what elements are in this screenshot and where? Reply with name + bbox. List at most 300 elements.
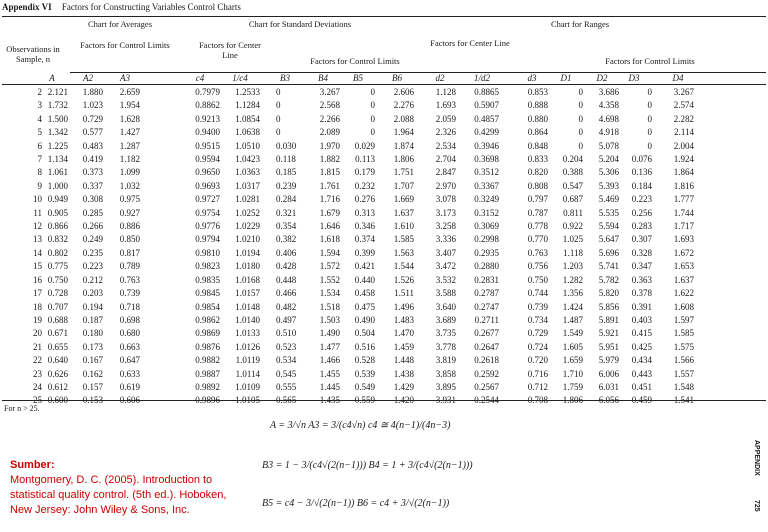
table-cell: 3.588 <box>435 288 456 299</box>
symbol-A: A <box>49 73 55 83</box>
table-cell: 1.534 <box>319 288 340 299</box>
table-cell: 1.0638 <box>235 127 260 138</box>
table-cell: 0 <box>276 100 281 111</box>
table-cell: 0.975 <box>119 194 140 205</box>
table-cell: 2.089 <box>319 127 340 138</box>
table-cell <box>75 394 103 407</box>
table-cell: 1.0157 <box>235 288 260 299</box>
table-cell: 0.212 <box>82 274 103 285</box>
table-cell: 0.9854 <box>195 301 220 312</box>
table-cell: 1.0180 <box>235 261 260 272</box>
table-cell: 1.622 <box>673 288 694 299</box>
table-cell: 1.099 <box>119 167 140 178</box>
table-cell: 1.0126 <box>235 341 260 352</box>
table-cell: 0.9693 <box>195 180 220 191</box>
table-cell: 12 <box>33 221 42 232</box>
table-cell: 0.337 <box>82 180 103 191</box>
table-cell: 5.469 <box>598 194 619 205</box>
symbol-D4: D4 <box>672 73 684 83</box>
table-cell: 0.285 <box>82 207 103 218</box>
table-cell: 0.770 <box>527 234 548 245</box>
table-cell: 1.0210 <box>235 234 260 245</box>
table-cell: 0.2618 <box>474 355 499 366</box>
table-cell <box>310 394 340 407</box>
table-cell: 2.534 <box>435 140 456 151</box>
table-cell: 0.619 <box>119 381 140 392</box>
table-cell: 1.751 <box>393 167 414 178</box>
table-cell: 21 <box>33 341 42 352</box>
table-cell: 1.548 <box>673 381 694 392</box>
table-cell: 0.647 <box>119 355 140 366</box>
table-cell: 0.516 <box>354 341 375 352</box>
center-line-s-header: Factors for Center Line <box>199 40 261 60</box>
table-cell <box>424 394 456 407</box>
table-cell: 9 <box>37 180 42 191</box>
source-citation <box>10 458 250 518</box>
symbol-B4: B4 <box>318 73 328 83</box>
table-cell: 0.626 <box>47 368 68 379</box>
table-cell: 2.004 <box>673 140 694 151</box>
table-cell: 0.9869 <box>195 328 220 339</box>
table-cell: 0.9776 <box>195 221 220 232</box>
table-cell: 1.669 <box>393 194 414 205</box>
table-cell: 1.061 <box>47 167 68 178</box>
table-cell: 0.3069 <box>474 221 499 232</box>
table-cell: 1.282 <box>562 274 583 285</box>
table-cell: 0.9887 <box>195 368 220 379</box>
table-cell: 0.2998 <box>474 234 499 245</box>
table-cell: 0.633 <box>119 368 140 379</box>
table-cell: 2.114 <box>674 127 694 138</box>
table-cell: 1.490 <box>319 328 340 339</box>
table-cell: 1.2533 <box>235 87 260 97</box>
table-cell: 0.9727 <box>195 194 220 205</box>
table-cell: 0.888 <box>527 100 548 111</box>
table-cell: 0.406 <box>276 247 297 258</box>
table-cell: 0.466 <box>276 288 297 299</box>
table-cell: 0 <box>578 87 583 97</box>
table-cell: 0.378 <box>631 288 652 299</box>
table-cell: 1.0133 <box>235 328 260 339</box>
table-cell: 0.307 <box>631 234 652 245</box>
table-cell: 0.789 <box>119 261 140 272</box>
table-cell: 0.403 <box>631 314 652 325</box>
table-cell: 1.549 <box>562 328 583 339</box>
table-cell: 0.2787 <box>474 288 499 299</box>
table-cell <box>345 394 375 407</box>
table-cell: 0.811 <box>563 207 583 218</box>
table-cell: 1.134 <box>47 154 68 165</box>
table-cell: 1.646 <box>319 221 340 232</box>
table-cell: 0.451 <box>631 381 652 392</box>
table-cell: 1.518 <box>319 301 340 312</box>
table-cell: 1.0148 <box>235 301 260 312</box>
table-cell: 1.637 <box>393 207 414 218</box>
table-cell: 0.734 <box>527 314 548 325</box>
table-cell: 0.388 <box>562 167 583 178</box>
table-cell: 1.470 <box>393 328 414 339</box>
table-cell: 0.4299 <box>474 127 499 138</box>
center-line-r-header: Factors for Center Line <box>430 38 510 48</box>
obs-header: Observations in Sample, n <box>6 44 60 64</box>
table-cell: 1.777 <box>673 194 694 205</box>
table-cell: 0.497 <box>276 314 297 325</box>
table-cell: 0.284 <box>276 194 297 205</box>
table-cell: 4 <box>37 113 42 124</box>
table-cell: 2.574 <box>673 100 694 111</box>
table-cell: 3.735 <box>435 328 456 339</box>
table-cell: 1.566 <box>673 355 694 366</box>
table-cell: 1.0114 <box>235 368 260 379</box>
table-cell: 1.496 <box>393 301 414 312</box>
table-cell: 0.276 <box>354 194 375 205</box>
table-cell: 1.455 <box>319 368 340 379</box>
table-cell: 0.808 <box>527 180 548 191</box>
table-cell: 0.832 <box>47 234 68 245</box>
table-cell: 0 <box>370 100 375 111</box>
appendix-side-label: APPENDIX <box>753 440 760 476</box>
table-cell: 8 <box>37 167 42 178</box>
table-cell: 1.693 <box>673 234 694 245</box>
column-B4 <box>310 86 340 408</box>
table-cell: 0.848 <box>527 140 548 151</box>
table-cell: 1.438 <box>393 368 414 379</box>
table-cell: 0.2831 <box>474 274 499 285</box>
table-cell: 1.118 <box>563 247 583 258</box>
table-cell: 1.954 <box>119 100 140 111</box>
table-cell: 0.756 <box>527 261 548 272</box>
table-cell: 0.9845 <box>195 288 220 299</box>
table-cell: 2.282 <box>673 113 694 124</box>
table-cell: 0.680 <box>119 328 140 339</box>
table-cell: 0.9882 <box>195 355 220 366</box>
table-cell: 0.421 <box>354 261 375 272</box>
table-cell: 0.9754 <box>195 207 220 218</box>
table-cell: 5.696 <box>598 247 619 258</box>
table-cell: 1.0140 <box>235 314 260 325</box>
symbol-inv-c4: 1/c4 <box>232 73 248 83</box>
table-cell: 3.173 <box>435 207 456 218</box>
table-cell: 3.078 <box>435 194 456 205</box>
table-cell: 1.0194 <box>235 247 260 258</box>
table-cell: 0.2592 <box>474 368 499 379</box>
page-number: 725 <box>753 500 760 512</box>
column-D3 <box>622 86 652 408</box>
table-cell: 2.606 <box>393 87 414 97</box>
table-cell: 0.820 <box>527 167 548 178</box>
table-cell <box>662 394 694 407</box>
table-cell: 0.167 <box>82 355 103 366</box>
table-cell: 1.511 <box>394 288 414 299</box>
table-cell: 5.741 <box>598 261 619 272</box>
table-cell: 0.9400 <box>195 127 220 138</box>
table-cell: 4.698 <box>598 113 619 124</box>
table-cell: 1.0168 <box>235 274 260 285</box>
table-cell: 0.739 <box>527 301 548 312</box>
table-cell: 0.440 <box>354 274 375 285</box>
table-cell: 1.466 <box>319 355 340 366</box>
table-cell: 0.223 <box>82 261 103 272</box>
table-cell: 5.891 <box>598 314 619 325</box>
table-cell: 0.640 <box>47 355 68 366</box>
table-cell: 6 <box>37 140 42 151</box>
table-cell: 23 <box>33 368 42 379</box>
table-cell: 1.424 <box>562 301 583 312</box>
symbol-A2: A2 <box>83 73 93 83</box>
table-cell <box>384 394 414 407</box>
table-cell: 24 <box>33 381 42 392</box>
table-cell: 0.283 <box>631 221 652 232</box>
table-cell: 0.162 <box>82 368 103 379</box>
table-cell: 0.3512 <box>474 167 499 178</box>
table-cell: 0.9213 <box>195 113 220 124</box>
table-cell: 0.203 <box>82 288 103 299</box>
table-cell: 0.415 <box>631 328 652 339</box>
table-cell: 1.500 <box>47 113 68 124</box>
column-D2 <box>589 86 619 408</box>
top-rule <box>2 16 766 17</box>
table-cell: 1.815 <box>319 167 340 178</box>
table-cell: 0.179 <box>354 167 375 178</box>
symbol-c4: c4 <box>195 73 205 83</box>
table-cell: 1.759 <box>562 381 583 392</box>
page-title: Factors for Constructing Variables Control Charts <box>61 2 241 12</box>
table-cell: 3.472 <box>435 261 456 272</box>
table-cell: 0.886 <box>119 221 140 232</box>
avg-factors-header: Factors for Control Limits <box>80 40 170 50</box>
table-cell: 0.266 <box>82 221 103 232</box>
table-cell: 15 <box>33 261 42 272</box>
table-cell: 0.118 <box>276 154 296 165</box>
table-cell: 0.744 <box>527 288 548 299</box>
table-cell: 1.1284 <box>235 100 260 111</box>
table-cell <box>518 394 548 407</box>
table-cell: 3.267 <box>673 87 694 97</box>
table-cell: 0.157 <box>82 381 103 392</box>
table-cell: 1.128 <box>435 87 456 97</box>
table-cell: 0.173 <box>82 341 103 352</box>
table-cell: 1.203 <box>562 261 583 272</box>
table-cell: 0.308 <box>82 194 103 205</box>
table-cell: 0.2677 <box>474 328 499 339</box>
table-cell: 0.927 <box>119 207 140 218</box>
table-cell: 0.880 <box>527 113 548 124</box>
symbol-d3: d3 <box>527 73 537 83</box>
page-header <box>2 2 241 12</box>
table-cell: 1.659 <box>562 355 583 366</box>
table-cell: 0 <box>578 140 583 151</box>
table-cell: 1.032 <box>119 180 140 191</box>
table-cell: 0.9862 <box>195 314 220 325</box>
table-cell <box>40 394 68 407</box>
table-cell: 0.076 <box>631 154 652 165</box>
table-cell: 0 <box>578 100 583 111</box>
table-cell: 0.787 <box>527 207 548 218</box>
table-cell: 1.544 <box>393 261 414 272</box>
column-D4 <box>662 86 694 408</box>
symbol-B6: B6 <box>392 73 402 83</box>
table-cell: 0 <box>647 87 652 97</box>
table-cell: 0.249 <box>82 234 103 245</box>
table-cell: 0 <box>370 87 375 97</box>
table-cell: 0.354 <box>276 221 297 232</box>
symbol-D1: D1 <box>560 73 572 83</box>
table-cell: 10 <box>33 194 42 205</box>
table-cell: 0.729 <box>527 328 548 339</box>
group-std-dev: Chart for Standard Deviations <box>248 19 352 29</box>
table-cell <box>184 394 220 407</box>
table-cell: 0.136 <box>631 167 652 178</box>
table-cell: 0.321 <box>276 207 297 218</box>
table-cell: 3.258 <box>435 221 456 232</box>
table-cell: 3 <box>37 100 42 111</box>
table-cell: 11 <box>33 207 42 218</box>
table-cell: 5.856 <box>598 301 619 312</box>
table-cell: 0.4857 <box>474 113 499 124</box>
table-cell: 0.232 <box>354 180 375 191</box>
table-cell: 0.483 <box>82 140 103 151</box>
table-cell: 0.382 <box>276 234 297 245</box>
table-cell: 0.448 <box>276 274 297 285</box>
column-A3 <box>110 86 140 408</box>
table-cell: 0.728 <box>47 288 68 299</box>
table-cell: 0.866 <box>47 221 68 232</box>
table-cell: 0.555 <box>276 381 297 392</box>
table-cell: 0 <box>276 113 281 124</box>
table-cell: 0.655 <box>47 341 68 352</box>
table-cell: 19 <box>33 314 42 325</box>
table-cell: 1.0281 <box>235 194 260 205</box>
table-cell: 1.882 <box>319 154 340 165</box>
table-cell: 1.287 <box>119 140 140 151</box>
table-cell: 1.608 <box>673 301 694 312</box>
table-cell: 1.483 <box>393 314 414 325</box>
table-cell: 0.763 <box>119 274 140 285</box>
table-cell: 1.717 <box>673 221 694 232</box>
table-cell: 0.850 <box>119 234 140 245</box>
table-cell: 1.0252 <box>235 207 260 218</box>
table-cell: 0.363 <box>631 274 652 285</box>
table-cell: 3.686 <box>598 87 619 97</box>
table-cell: 1.225 <box>47 140 68 151</box>
table-cell: 1.000 <box>47 180 68 191</box>
table-cell: 0.328 <box>631 247 652 258</box>
table-cell: 0.750 <box>527 274 548 285</box>
table-cell: 0.9515 <box>195 140 220 151</box>
column-d2 <box>424 86 456 408</box>
table-cell: 1.0363 <box>235 167 260 178</box>
table-cell: 0.428 <box>276 261 297 272</box>
table-cell: 0.482 <box>276 301 297 312</box>
table-cell: 0.718 <box>119 301 140 312</box>
table-cell: 0.853 <box>527 87 548 97</box>
table-cell: 5.979 <box>598 355 619 366</box>
table-cell: 17 <box>33 288 42 299</box>
table-cell: 0.425 <box>631 341 652 352</box>
table-cell: 5 <box>37 127 42 138</box>
table-cell: 0.5907 <box>474 100 499 111</box>
table-cell: 0.797 <box>527 194 548 205</box>
table-cell <box>110 394 140 407</box>
table-cell: 1.342 <box>47 127 68 138</box>
table-cell: 0.3367 <box>474 180 499 191</box>
table-cell: 0.2747 <box>474 301 499 312</box>
table-cell: 1.594 <box>319 247 340 258</box>
table-cell: 0 <box>647 140 652 151</box>
table-cell: 13 <box>33 234 42 245</box>
symbol-A3: A3 <box>120 73 130 83</box>
column-B5 <box>345 86 375 408</box>
table-cell: 3.689 <box>435 314 456 325</box>
table-cell: 0.724 <box>527 341 548 352</box>
table-cell: 0.204 <box>562 154 583 165</box>
table-cell: 1.429 <box>393 381 414 392</box>
table-cell: 0.9876 <box>195 341 220 352</box>
table-cell: 0.235 <box>82 247 103 258</box>
table-cell: 1.526 <box>393 274 414 285</box>
table-cell: 3.407 <box>435 247 456 258</box>
table-cell: 1.0119 <box>235 355 260 366</box>
table-cell: 14 <box>33 247 42 258</box>
table-cell: 0.9823 <box>195 261 220 272</box>
table-cell: 0.528 <box>354 355 375 366</box>
table-cell: 1.761 <box>319 180 340 191</box>
table-cell: 2.266 <box>319 113 340 124</box>
table-cell: 1.964 <box>393 127 414 138</box>
table-cell: 0.698 <box>119 314 140 325</box>
table-cell: 1.575 <box>673 341 694 352</box>
symbol-B3: B3 <box>280 73 290 83</box>
table-cell: 0.720 <box>527 355 548 366</box>
table-cell: 2.704 <box>435 154 456 165</box>
table-cell: 6.006 <box>598 368 619 379</box>
table-cell <box>463 394 499 407</box>
table-cell <box>589 394 619 407</box>
column-c4 <box>184 86 220 408</box>
table-cell: 5.535 <box>598 207 619 218</box>
table-cell: 0.029 <box>354 140 375 151</box>
table-cell: 1.563 <box>393 247 414 258</box>
column-B3 <box>276 86 306 408</box>
column-D1 <box>553 86 583 408</box>
symbol-D3: D3 <box>628 73 640 83</box>
table-cell: 0.475 <box>354 301 375 312</box>
table-cell: 0.239 <box>276 180 297 191</box>
table-cell: 3.640 <box>435 301 456 312</box>
table-cell: 7 <box>37 154 42 165</box>
table-cell: 0.9794 <box>195 234 220 245</box>
table-cell: 0.612 <box>47 381 68 392</box>
table-cell: 1.605 <box>562 341 583 352</box>
table-cell: 2.326 <box>435 127 456 138</box>
column-B6 <box>384 86 414 408</box>
table-cell: 3.895 <box>435 381 456 392</box>
table-cell: 0.391 <box>631 301 652 312</box>
table-cell: 0.534 <box>276 355 297 366</box>
table-cell: 0.864 <box>527 127 548 138</box>
table-cell: 0.8862 <box>195 100 220 111</box>
table-cell: 0.2711 <box>474 314 499 325</box>
table-cell: 2.088 <box>393 113 414 124</box>
table-cell: 2.276 <box>393 100 414 111</box>
table-cell: 0 <box>370 127 375 138</box>
table-cell: 0.922 <box>562 221 583 232</box>
table-cell: 1.628 <box>119 113 140 124</box>
group-averages: Chart for Averages <box>87 19 153 29</box>
table-cell: 0.2935 <box>474 247 499 258</box>
table-cell: 1.182 <box>119 154 140 165</box>
table-cell: 0.9835 <box>195 274 220 285</box>
